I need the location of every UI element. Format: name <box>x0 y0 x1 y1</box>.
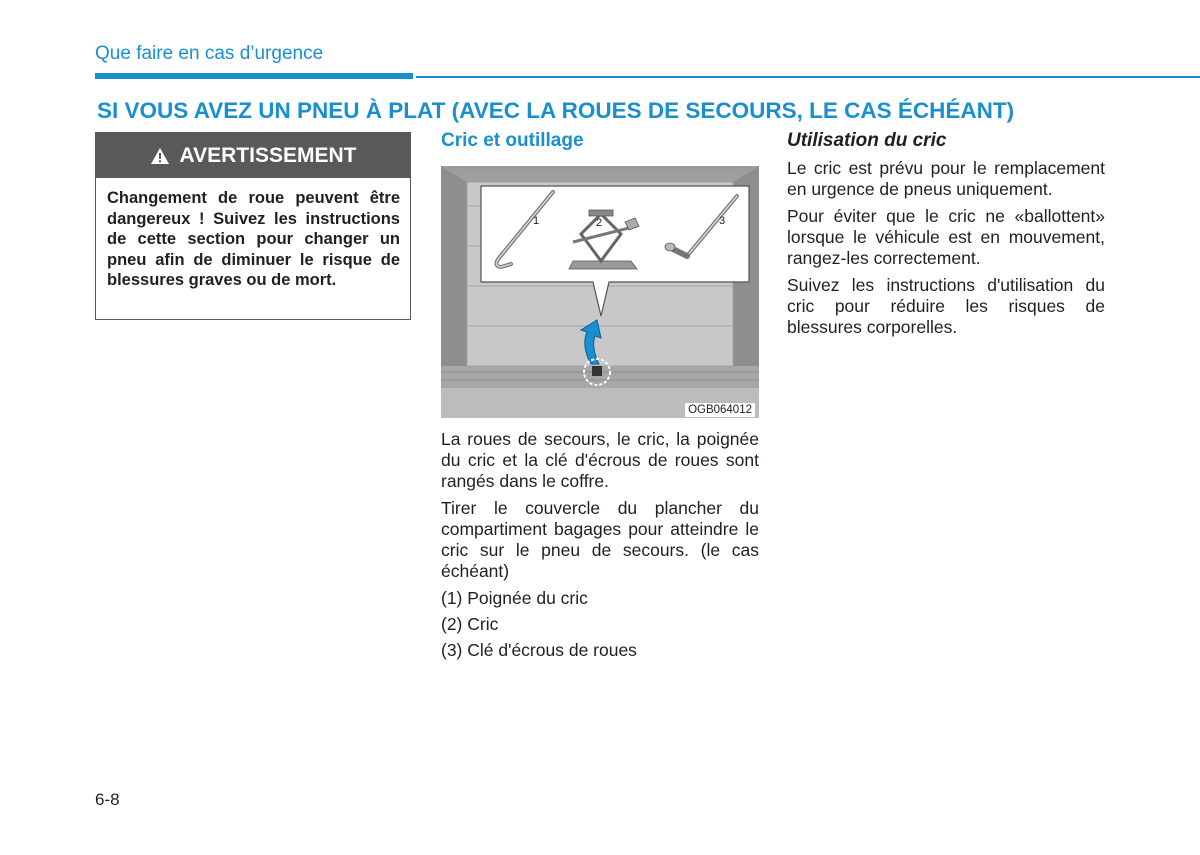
jack-tools-text <box>441 429 759 666</box>
warning-box <box>95 132 411 320</box>
header-rule-thin <box>416 76 1200 78</box>
jack-usage-paragraph-1: Le cric est prévu pour le remplacement en urgence de pneus uniquement. <box>787 158 1105 199</box>
callout-2: 2 <box>596 217 603 229</box>
jack-usage-section <box>787 130 1105 344</box>
list-item: (2) Cric <box>441 614 499 634</box>
callout-1: 1 <box>533 215 540 227</box>
page-number: 6-8 <box>95 790 120 809</box>
warning-header <box>96 133 410 178</box>
figure-code: OGB064012 <box>685 403 755 417</box>
jack-usage-paragraph-3: Suivez les instructions d'utilisation du cric pour réduire les risques de blessures corporelles. <box>787 275 1105 337</box>
section-title: SI VOUS AVEZ UN PNEU À PLAT (AVEC LA ROUES DE SECOURS, LE CAS ÉCHÉANT) <box>97 98 1015 123</box>
chapter-title: Que faire en cas d’urgence <box>95 43 324 64</box>
trunk-tools-figure <box>441 166 759 418</box>
list-item: (1) Poignée du cric <box>441 588 588 608</box>
warning-body: Changement de roue peuvent être dangereux ! Suivez les instructions de cette section pour changer un pneu afin de diminuer le risque de blessures graves ou de mort. <box>107 189 400 289</box>
jack-tools-paragraph-2: Tirer le couvercle du plancher du compartiment bagages pour atteindre le cric sur le pneu de secours. (le cas échéant) <box>441 498 759 581</box>
warning-triangle-icon <box>150 147 170 165</box>
header-rule-thick <box>95 73 413 79</box>
jack-tools-heading: Cric et outillage <box>441 130 584 151</box>
callout-3: 3 <box>719 215 726 227</box>
warning-title: AVERTISSEMENT <box>179 143 357 167</box>
jack-usage-heading: Utilisation du cric <box>787 130 947 151</box>
list-item: (3) Clé d'écrous de roues <box>441 640 637 660</box>
jack-usage-paragraph-2: Pour éviter que le cric ne «ballottent» lorsque le véhicule est en mouvement, rangez-les correctement. <box>787 206 1105 268</box>
jack-tools-paragraph-1: La roues de secours, le cric, la poignée du cric et la clé d'écrous de roues sont rangés dans le coffre. <box>441 429 759 491</box>
trunk-illustration <box>441 166 759 418</box>
